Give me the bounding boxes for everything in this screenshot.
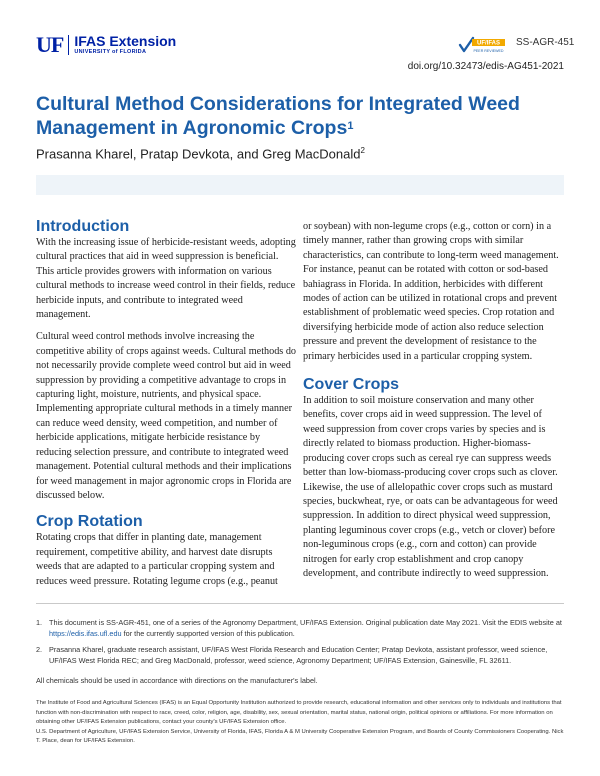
legal-paragraph-2: U.S. Department of Agriculture, UF/IFAS Extension Service, University of Florida, IFAS, Florida A & M University Cooperative Extension Program, and Boards of County Commissioners Cooperating. Nick T. Place, dean for UF/IFAS Extension. <box>36 728 564 744</box>
footnote-1-text: This document is SS-AGR-451, one of a series of the Agronomy Department, UF/IFAS Extension. Original publication date May 2021. Visit the EDIS website at <box>49 618 562 627</box>
authors-text: Prasanna Kharel, Pratap Devkota, and Greg MacDonald <box>36 146 361 162</box>
ifas-extension-label: IFAS Extension <box>74 33 177 49</box>
page-title <box>36 92 536 140</box>
cover-crops-heading: Cover Crops <box>303 376 400 394</box>
crop-rotation-paragraph-continued: or soybean) with non-legume crops (e.g., cotton or corn) in a timely manner, rather than growing crops with similar characteristics, can contribute to long-term weed management. For instance, peanut can be rotated with cotton or sod-based bahiagrass in Florida. In addition, herbicides with different modes of action can be utilized in rotational crops and prevent establishment of problematic weed species. Crop rotation and diversifying herbicide mode of action also reduce selection pressure and prevent the development of resistance to the primary herbicides used in a particular cropping system. <box>303 221 559 362</box>
footnote-2-text: Prasanna Kharel, graduate research assistant, UF/IFAS West Florida Research and Education Center; Pratap Devkota, assistant professor, weed science, UF/IFAS West Florida REC; and Greg MacDonald, professor, weed science, Agronomy Department; UF/IFAS Extension, Gainesville, FL 32611. <box>49 645 548 665</box>
legal-notice <box>36 699 564 747</box>
left-column <box>36 218 298 589</box>
title-footnote-mark: 1 <box>347 120 354 132</box>
crop-rotation-heading: Crop Rotation <box>36 513 143 531</box>
legal-paragraph-1: The Institute of Food and Agricultural Sciences (IFAS) is an Equal Opportunity Institution authorized to provide research, educational information and other services only to individuals and institutions that function with non-discrimination with respect to race, creed, color, religion, age, disability, sex, sexual orientation, marital status, national origin, political opinions or affiliations. For more information on obtaining other UF/IFAS Extension publications, contact your county's UF/IFAS Extension office. <box>36 700 562 725</box>
university-label: UNIVERSITY of FLORIDA <box>74 49 147 55</box>
right-column <box>303 220 565 581</box>
footnote-2-number: 2. <box>36 645 43 654</box>
footnote-divider <box>36 603 564 604</box>
crop-rotation-paragraph: Rotating crops that differ in planting date, management requirement, competitive ability, and harvest date disrupts weeds that are adapted to a particular cropping system and reduces weed pressure. Rotating legume crops (e.g., peanut <box>36 532 278 587</box>
authors <box>36 146 365 161</box>
peer-reviewed-badge-icon <box>458 36 506 54</box>
footnote-1-number: 1. <box>36 618 43 627</box>
chemicals-notice: All chemicals should be used in accordance with directions on the manufacturer's label. <box>36 676 318 685</box>
cover-crops-paragraph: In addition to soil moisture conservation and many other benefits, cover crops aid in weed suppression. The level of weed suppression from cover crops varies by species and is directly related to biomass production. Higher-biomass-producing cover crops such as cereal rye can suppress weeds better than low-biomass-producing cover crops such as clover. Likewise, the use of allelopathic cover crops such as mustard species, buckwheat, rye, or oats can be advantageous for weed suppression. In addition to direct physical weed suppression, planting leguminous cover crops (e.g., vetch or clover) before non-leguminous crops (e.g., corn and cotton) can provide nitrogen for early crop establishment and crop canopy development, and contribute indirectly to weed suppression. <box>303 395 558 579</box>
footnote-1 <box>36 617 564 639</box>
intro-paragraph-2: Cultural weed control methods involve increasing the competitive ability of crops against weeds. Cultural methods do not necessarily provide complete weed control but aid in weed suppression by providing a competitive advantage to crops in capturing light, moisture, nutrients, and physical space. Implementing appropriate cultural methods in a timely manner can reduce weed density, weed competition, and number of herbicide applications, mitigate herbicide resistance by reducing selection pressure, and contribute to integrated weed management. Potential cultural methods and their implications for weed management in major agronomic crops in Florida are discussed below. <box>36 331 297 501</box>
introduction-heading: Introduction <box>36 218 130 235</box>
intro-paragraph-1: With the increasing issue of herbicide-resistant weeds, adopting cultural practices that aid in weed suppression is beneficial. This article provides growers with information on various cultural methods to increase weed control in their fields, reduce herbicide inputs, and contribute to integrated weed management. <box>36 237 296 321</box>
edis-link[interactable]: https://edis.ifas.ufl.edu <box>49 629 122 638</box>
title-text: Cultural Method Considerations for Integrated Weed Management in Agronomic Crops <box>36 93 520 139</box>
uf-ifas-logo <box>36 31 177 57</box>
document-id: SS-AGR-451 <box>516 37 575 48</box>
logo-divider <box>68 35 69 55</box>
footnote-2 <box>36 644 564 666</box>
uf-logo-mark: UF <box>36 31 64 57</box>
header-band <box>36 175 564 195</box>
badge-sublabel: PEER REVIEWED <box>473 49 504 53</box>
badge-label: UF/IFAS <box>476 40 501 47</box>
footnote-1-tail: for the currently supported version of this publication. <box>123 629 295 638</box>
doi-link[interactable]: doi.org/10.32473/edis-AG451-2021 <box>407 61 564 72</box>
authors-footnote-mark: 2 <box>360 146 365 155</box>
